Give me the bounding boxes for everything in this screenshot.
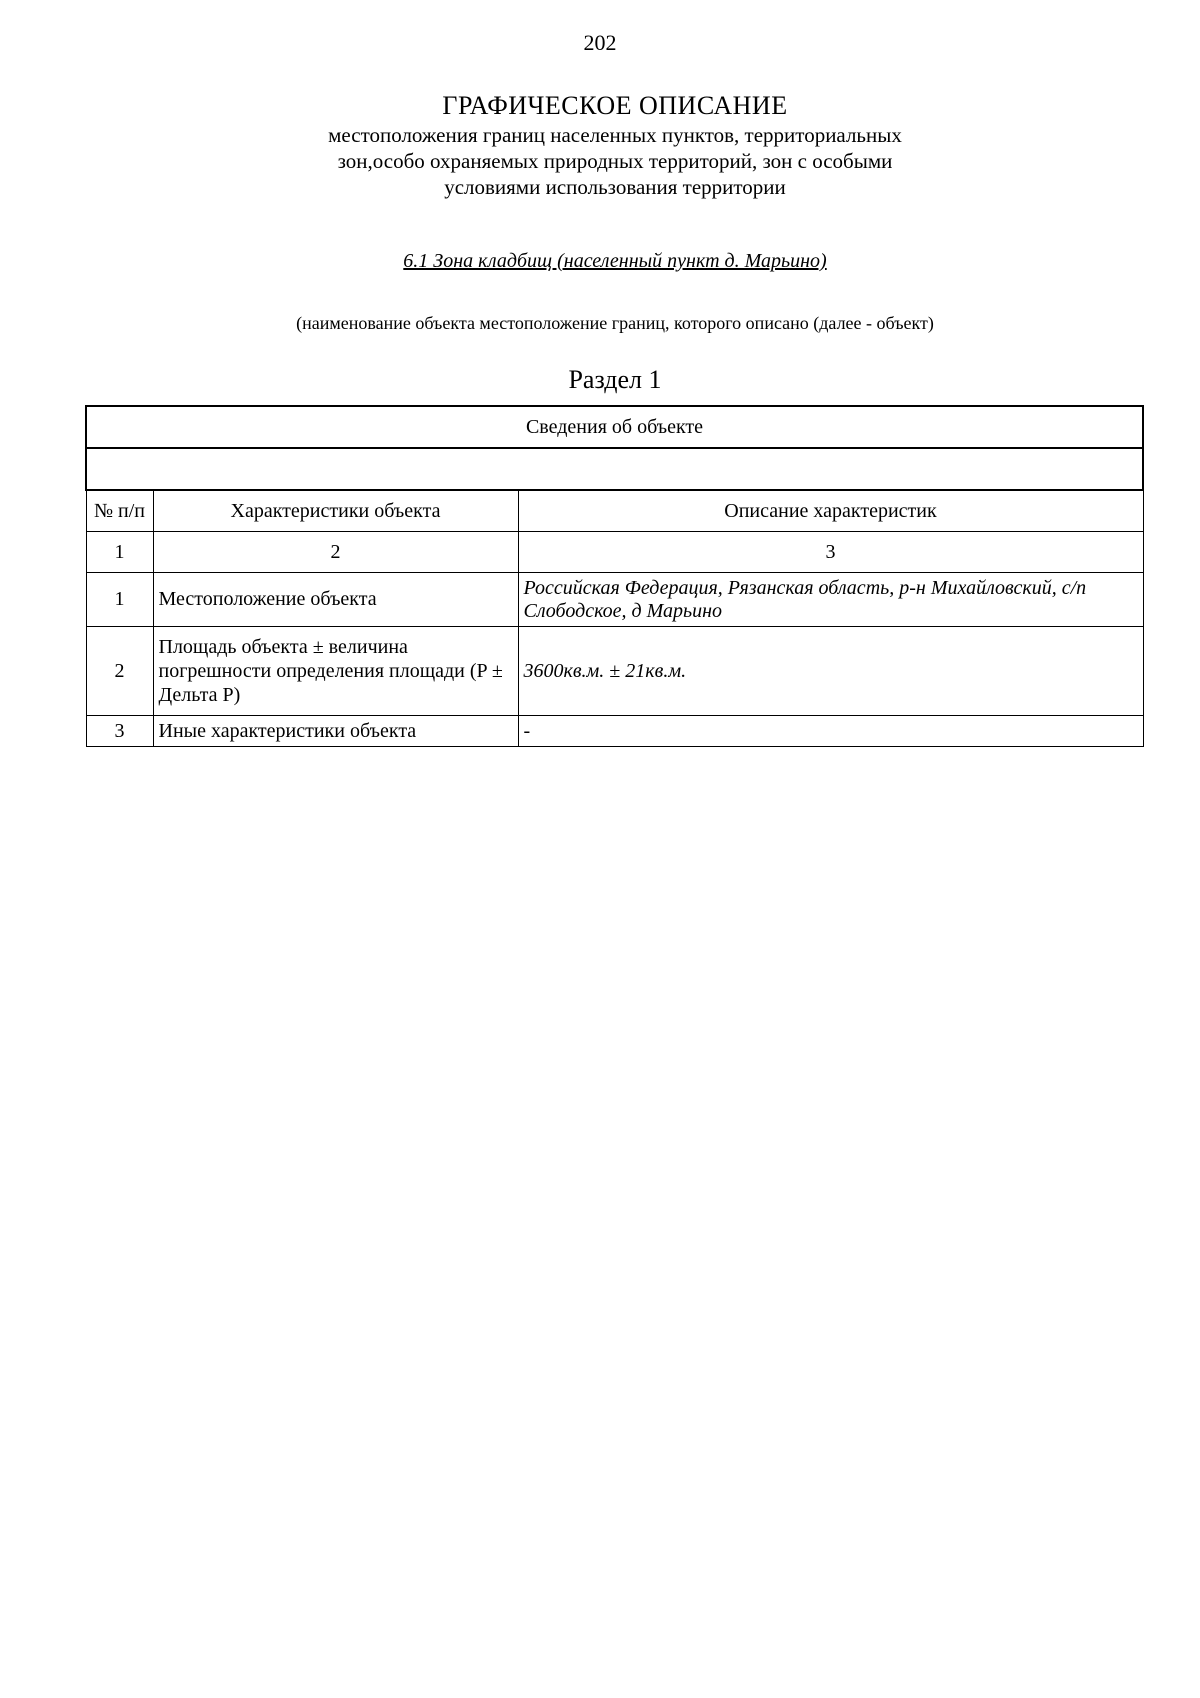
column-header-num: № п/п [86,490,153,532]
object-name [0,250,1200,273]
column-number-2: 2 [153,532,518,573]
row-number: 3 [86,716,153,747]
object-name-text: 6.1 Зона кладбищ (населенный пункт д. Марьино) [403,250,827,272]
row-description: - [518,716,1143,747]
table-empty-cell [86,448,1143,490]
column-number-1: 1 [86,532,153,573]
table-row [86,573,1143,627]
column-header-description: Описание характеристик [518,490,1143,532]
row-characteristic: Иные характеристики объекта [153,716,518,747]
table-column-header-row [86,490,1143,532]
object-note: (наименование объекта местоположение границ, которого описано (далее - объект) [296,313,934,333]
row-description: Российская Федерация, Рязанская область, р-н Михайловский, с/п Слободское, д Марьино [518,573,1143,627]
table-column-number-row [86,532,1143,573]
table-heading-row [86,406,1143,448]
table-row [86,716,1143,747]
subtitle-line-2: зон,особо охраняемых природных территорий, зон с особыми [337,149,893,173]
row-characteristic: Площадь объекта ± величина погрешности определения площади (P ± Дельта P) [153,627,518,716]
section-title: Раздел 1 [568,365,662,394]
document-title: ГРАФИЧЕСКОЕ ОПИСАНИЕ [442,91,788,120]
column-number-3: 3 [518,532,1143,573]
page-number: 202 [583,30,617,55]
title-block [0,90,1200,200]
table-empty-row [86,448,1143,490]
row-number: 2 [86,627,153,716]
subtitle-line-1: местоположения границ населенных пунктов, территориальных [328,123,902,147]
row-characteristic: Местоположение объекта [153,573,518,627]
object-info-table [85,405,1144,747]
table-row [86,627,1143,716]
table-heading: Сведения об объекте [86,406,1143,448]
column-header-characteristic: Характеристики объекта [153,490,518,532]
row-number: 1 [86,573,153,627]
subtitle-line-3: условиями использования территории [444,175,786,199]
row-description: 3600кв.м. ± 21кв.м. [518,627,1143,716]
